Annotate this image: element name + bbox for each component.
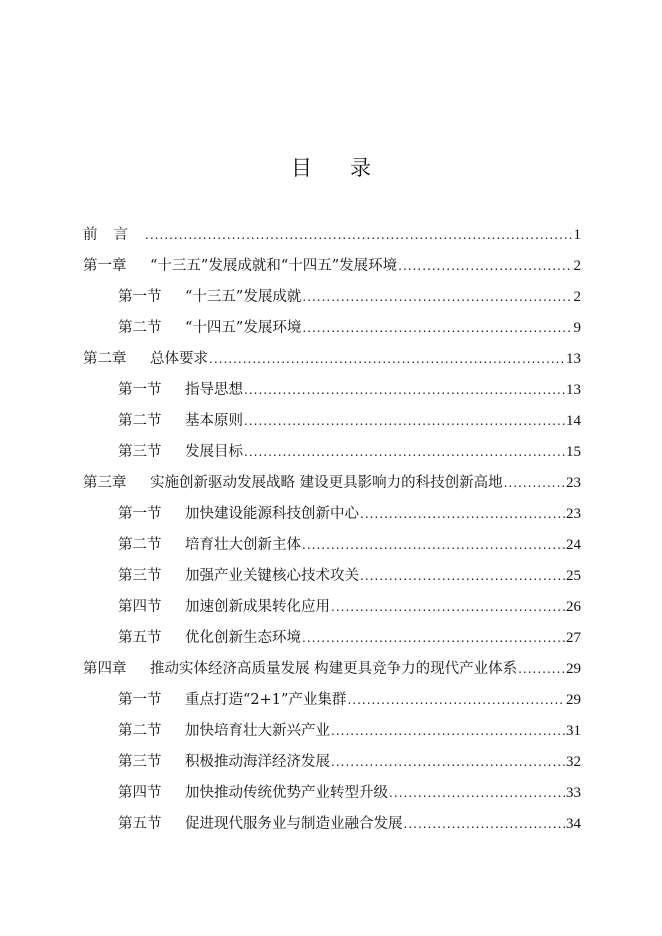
page-title <box>0 152 662 182</box>
toc-entry-title: 推动实体经济高质量发展 构建更具竞争力的现代产业体系 <box>150 661 518 677</box>
toc-entry-title: 加快培育壮大新兴产业 <box>185 723 330 739</box>
dot-leader <box>331 716 565 747</box>
dot-leader <box>360 499 565 530</box>
dot-leader <box>504 468 565 499</box>
toc-entry-title: 加速创新成果转化应用 <box>185 599 330 615</box>
toc-entry-chapter[interactable] <box>83 344 581 375</box>
dot-leader <box>331 592 565 623</box>
toc-page-number: 2 <box>573 289 581 305</box>
toc-page-number: 26 <box>566 599 581 615</box>
toc-entry-title: 重点打造“2+1”产业集群 <box>185 692 347 708</box>
toc-page-number: 13 <box>566 382 581 398</box>
toc-page-number: 25 <box>566 568 581 584</box>
toc-page-number: 29 <box>566 692 581 708</box>
dot-leader <box>360 561 565 592</box>
dot-leader <box>302 623 565 654</box>
toc-entry-number: 第一节 <box>118 506 162 522</box>
toc-entry-title: 总体要求 <box>150 351 208 367</box>
dot-leader <box>302 313 572 344</box>
dot-leader <box>209 344 565 375</box>
toc-entry-number: 第三章 <box>83 475 127 491</box>
dot-leader <box>398 251 572 282</box>
toc-page-number: 1 <box>573 227 581 243</box>
toc-entry-number: 第三节 <box>118 568 162 584</box>
toc-entry-title: “十三五”发展成就和“十四五”发展环境 <box>150 258 398 274</box>
toc-entry-section[interactable] <box>83 375 581 406</box>
toc-entry-section[interactable] <box>83 313 581 344</box>
toc-page-number: 15 <box>566 444 581 460</box>
toc-entry-number: 第三节 <box>118 754 162 770</box>
toc-entry-number: 第一章 <box>83 258 127 274</box>
toc-page-number: 2 <box>573 258 581 274</box>
dot-leader <box>389 778 565 809</box>
toc-entry-section[interactable] <box>83 716 581 747</box>
toc-entry-title: 加快建设能源科技创新中心 <box>185 506 359 522</box>
toc-entry-number: 第二节 <box>118 413 162 429</box>
toc-entry-title: 积极推动海洋经济发展 <box>185 754 330 770</box>
toc-entry-chapter[interactable] <box>83 468 581 499</box>
toc-entry-section[interactable] <box>83 809 581 840</box>
dot-leader <box>347 685 565 716</box>
toc-entry-section[interactable] <box>83 499 581 530</box>
toc-entry-section[interactable] <box>83 282 581 313</box>
dot-leader <box>331 747 565 778</box>
toc-entry-chapter[interactable] <box>83 251 581 282</box>
toc-entry-chapter[interactable] <box>83 654 581 685</box>
toc-entry-section[interactable] <box>83 592 581 623</box>
toc-entry-number: 第一节 <box>118 692 162 708</box>
dot-leader <box>302 530 565 561</box>
toc-entry-section[interactable] <box>83 530 581 561</box>
toc-entry-section[interactable] <box>83 778 581 809</box>
toc-page-number: 32 <box>566 754 581 770</box>
toc-entry-number: 第二节 <box>118 723 162 739</box>
toc-entry-number: 前言 <box>83 227 144 243</box>
toc-entry-title: 促进现代服务业与制造业融合发展 <box>185 816 403 832</box>
toc-page-number: 23 <box>566 475 581 491</box>
toc-entry-title: “十四五”发展环境 <box>185 320 302 336</box>
toc-page-number: 14 <box>566 413 581 429</box>
toc-entry-number: 第二章 <box>83 351 127 367</box>
toc-entry-preface[interactable] <box>83 220 581 251</box>
toc-entry-section[interactable] <box>83 437 581 468</box>
dot-leader <box>145 220 573 251</box>
toc-entry-title: 加强产业关键核心技术攻关 <box>185 568 359 584</box>
page-title-left: 目 <box>291 156 312 180</box>
toc-page-number: 31 <box>566 723 581 739</box>
toc-entry-section[interactable] <box>83 623 581 654</box>
toc-entry-number: 第二节 <box>118 537 162 553</box>
table-of-contents <box>83 220 581 840</box>
toc-entry-title: 基本原则 <box>185 413 243 429</box>
toc-page-number: 24 <box>566 537 581 553</box>
toc-page-number: 29 <box>566 661 581 677</box>
toc-page-number: 23 <box>566 506 581 522</box>
toc-entry-section[interactable] <box>83 561 581 592</box>
dot-leader <box>244 375 565 406</box>
dot-leader <box>244 406 565 437</box>
toc-entry-number: 第三节 <box>118 444 162 460</box>
toc-page-number: 9 <box>573 320 581 336</box>
toc-entry-number: 第一节 <box>118 289 162 305</box>
toc-entry-number: 第五节 <box>118 816 162 832</box>
toc-entry-section[interactable] <box>83 406 581 437</box>
toc-entry-section[interactable] <box>83 685 581 716</box>
toc-entry-number: 第四章 <box>83 661 127 677</box>
toc-entry-number: 第一节 <box>118 382 162 398</box>
toc-entry-title: “十三五”发展成就 <box>185 289 302 305</box>
toc-entry-title: 指导思想 <box>185 382 243 398</box>
toc-page-number: 34 <box>566 816 581 832</box>
toc-entry-title: 优化创新生态环境 <box>185 630 301 646</box>
toc-page-number: 27 <box>566 630 581 646</box>
toc-entry-title: 发展目标 <box>185 444 243 460</box>
toc-entry-section[interactable] <box>83 747 581 778</box>
toc-entry-title: 实施创新驱动发展战略 建设更具影响力的科技创新高地 <box>150 475 503 491</box>
toc-entry-number: 第二节 <box>118 320 162 336</box>
toc-entry-title: 加快推动传统优势产业转型升级 <box>185 785 388 801</box>
toc-entry-number: 第五节 <box>118 630 162 646</box>
toc-page-number: 13 <box>566 351 581 367</box>
dot-leader <box>244 437 565 468</box>
toc-entry-title: 培育壮大创新主体 <box>185 537 301 553</box>
dot-leader <box>518 654 565 685</box>
dot-leader <box>302 282 572 313</box>
page-title-right: 录 <box>350 156 371 180</box>
dot-leader <box>404 809 566 840</box>
toc-entry-number: 第四节 <box>118 599 162 615</box>
toc-page-number: 33 <box>566 785 581 801</box>
toc-entry-number: 第四节 <box>118 785 162 801</box>
